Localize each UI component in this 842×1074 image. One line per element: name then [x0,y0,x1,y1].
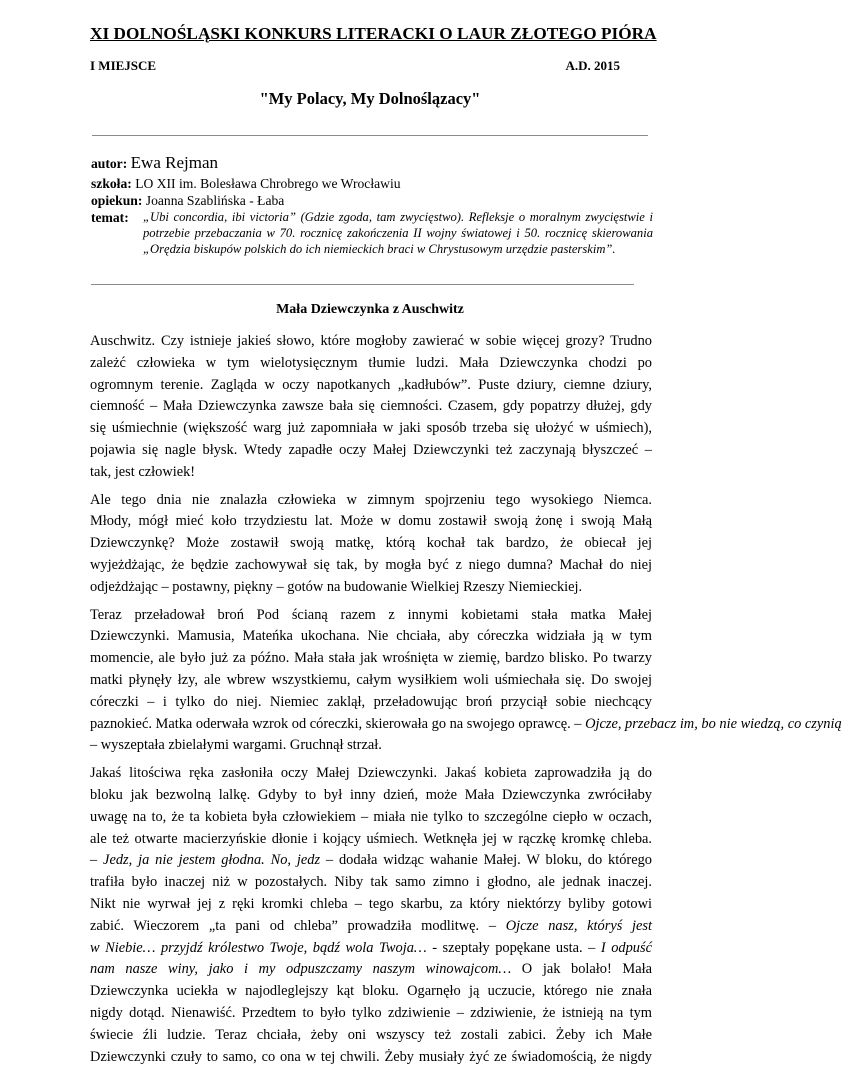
author-name: Ewa Rejman [130,153,218,172]
header-divider [92,135,648,136]
italic-quote: Ojcze, przebacz im, bo nie wiedzą, co czynią [585,715,842,732]
text-line [90,938,652,960]
supervisor-label: opiekun: [91,193,143,208]
text-line: ciemność – Mała Dziewczynka zawsze bała się ciemności. Czasem, gdy popatrzy dłużej, gdy [90,398,652,415]
italic-quote: nam nasze winy, jako i my odpuszczamy naszym winowajcom… [90,961,512,978]
text-line: momencie, ale było już za późno. Mała stała jak wrośnięta w ziemię, bardzo blisko. Po twarzy [90,650,652,667]
text-segment: zabić. Wieczorem „ta pani od chleba” prowadziła modlitwę. – [90,917,497,934]
award-year: A.D. 2015 [565,58,620,73]
text-line: świecie źli ludzie. Teraz chciała, żeby oni wszyscy też zostali zabici. Żeby ich Małe [90,1026,652,1043]
paragraph-4 [90,763,652,1068]
text-line: Ale tego dnia nie znalazła człowieka w zimnym spojrzeniu tego wysokiego Niemca. [90,491,652,508]
text-line: zależć człowieka w tym wielotysięcznym tłumie ludzi. Mała Dziewczynka chodzi po [90,354,652,371]
school-name: LO XII im. Bolesława Chrobrego we Wrocławiu [135,176,401,191]
text-line: bloku jak bezwolną lalkę. Gdyby to był inny dzień, może Mała Dziewczynka zwróciłaby [90,786,652,803]
italic-quote: w Niebie… przyjdź królestwo Twoje, bądź wola Twoja… [90,939,427,956]
text-line: Dziewczynki czuły to samo, co ona w tej chwili. Żeby musiały żyć ze świadomością, że nigdy [90,1048,652,1065]
text-line [90,850,652,872]
text-line: się uśmiechnie (większość warg już zapomniała w jaki sposób trzeba się ułożyć w uśmiech), [90,420,652,437]
text-line: pojawia się nagle błysk. Wtedy zapadłe oczy Małej Dziewczynki też zaczynają błyszczeć – [90,441,652,458]
award-place: I MIEJSCE [90,58,157,73]
text-line [90,916,652,938]
text-line: córeczki – i tylko do niej. Niemiec zaklął, przeładowując broń przyciął sobie niechcący [90,693,652,710]
story-title: Mała Dziewczynka z Auschwitz [276,302,464,317]
text-line: uwagę na to, że ta kobieta była człowiekiem – miała nie tylko to szczególne ciepło w oczach, [90,808,652,825]
text-line: tak, jest człowiek! [90,463,196,480]
text-line: Dziewczynki. Mamusia, Mateńka ukochana. Nie chciała, aby córeczka widziała ją w tym [90,628,652,645]
text-line: matki płynęły łzy, ale wbrew wszystkiemu, całym wysiłkiem woli uśmiechała się. Do swojej [90,671,652,688]
contest-motto: "My Polacy, My Dolnoślązacy" [259,89,481,108]
text-line: Młody, mógł mieć koło trzydziestu lat. Może w domu zostawił swoją żonę i swoją Małą [90,513,652,530]
text-segment: O jak bolało! Mała [521,961,652,978]
text-line: Dziewczynkę? Może zostawił swoją matkę, którą kochał tak bardzo, że obiecał jej [90,535,652,552]
text-line [90,714,842,736]
text-line: ale też otwarte macierzyńskie dłonie i kojący uśmiech. Wetknęła jej w rączkę kromkę chleba. [90,830,652,847]
theme-label: temat: [91,210,129,225]
italic-quote: I odpuść [600,939,652,956]
italic-quote: – Jedz, ja nie jestem głodna. No, jedz [90,852,321,869]
text-segment: – dodała widząc wahanie Małej. W bloku, do którego [325,852,652,869]
text-line: Jakaś litościwa ręka zasłoniła oczy Małej Dziewczynki. Jakaś kobieta zaprowadziła ją do [90,765,652,782]
theme-text: „Ubi concordia, ibi victoria” (Gdzie zgoda, tam zwycięstwo). Refleksje o moralnym zwycięstwie i potrzebie przebaczania w 70. rocznicę zakończenia II wojny światowej i 50. rocznicę skierowania „Orędzia biskupów polskich do ich niemieckich braci w Chrystusowym urzędzie pasterskim”. [143,210,653,256]
meta-divider [91,284,634,285]
school-line [91,176,401,192]
text-segment: paznokieć. Matka oderwała wzrok od córeczki, skierowała go na swojego oprawcę. – [90,715,582,732]
text-line: wyjeżdżając, że będzie zachowywał się tak, by mogła być z niego dumna? Machał do niej [90,556,652,573]
paragraph-3 [90,605,842,758]
text-line: Dziewczynka uciekła w najodleglejszy kąt bloku. Ogarnęło ją uczucie, którego nie znała [90,983,652,1000]
supervisor-name: Joanna Szablińska - Łaba [145,193,285,208]
text-line: odjeżdżając – postawny, piękny – gotów na budowanie Wielkiej Rzeszy Niemieckiej. [90,578,583,595]
text-line: nigdy dotąd. Nienawiść. Przedtem to było tylko zdziwienie – zdziwienie, że istnieją na tym [90,1004,652,1021]
text-segment: - szeptały popękane usta. – [432,939,596,956]
author-label: autor: [91,156,128,171]
text-line: trafiła było inaczej niż w pozostałych. Niby tak samo zimno i głodno, ale jednak inaczej. [90,874,652,891]
author-line [91,155,218,172]
paragraph-2 [90,490,652,599]
text-line [90,959,652,981]
school-label: szkoła: [91,176,132,191]
text-line: Teraz przeładował broń Pod ścianą razem z innymi kobietami stała matka Małej [90,606,652,623]
paragraph-1 [90,331,652,484]
text-line: – wyszeptała zbielałymi wargami. Gruchnął strzał. [90,737,382,754]
story-body [90,331,842,1074]
supervisor-line [91,193,284,209]
text-line: ogromnym terenie. Zagląda w oczy napotkanych „kadłubów”. Puste dziury, ciemne dziury, [90,376,652,393]
italic-quote: Ojcze nasz, któryś jest [505,917,652,934]
text-line: Auschwitz. Czy istnieje jakieś słowo, które mogłoby zawierać w sobie więcej grozy? Trudno [90,333,652,349]
text-line: Nikt nie wyrwał jej z ręki kromki chleba – tego skarbu, za który niektórzy byliby gotowi [90,895,652,912]
contest-title: XI DOLNOŚLĄSKI KONKURS LITERACKI O LAUR ZŁOTEGO PIÓRA [90,24,657,43]
